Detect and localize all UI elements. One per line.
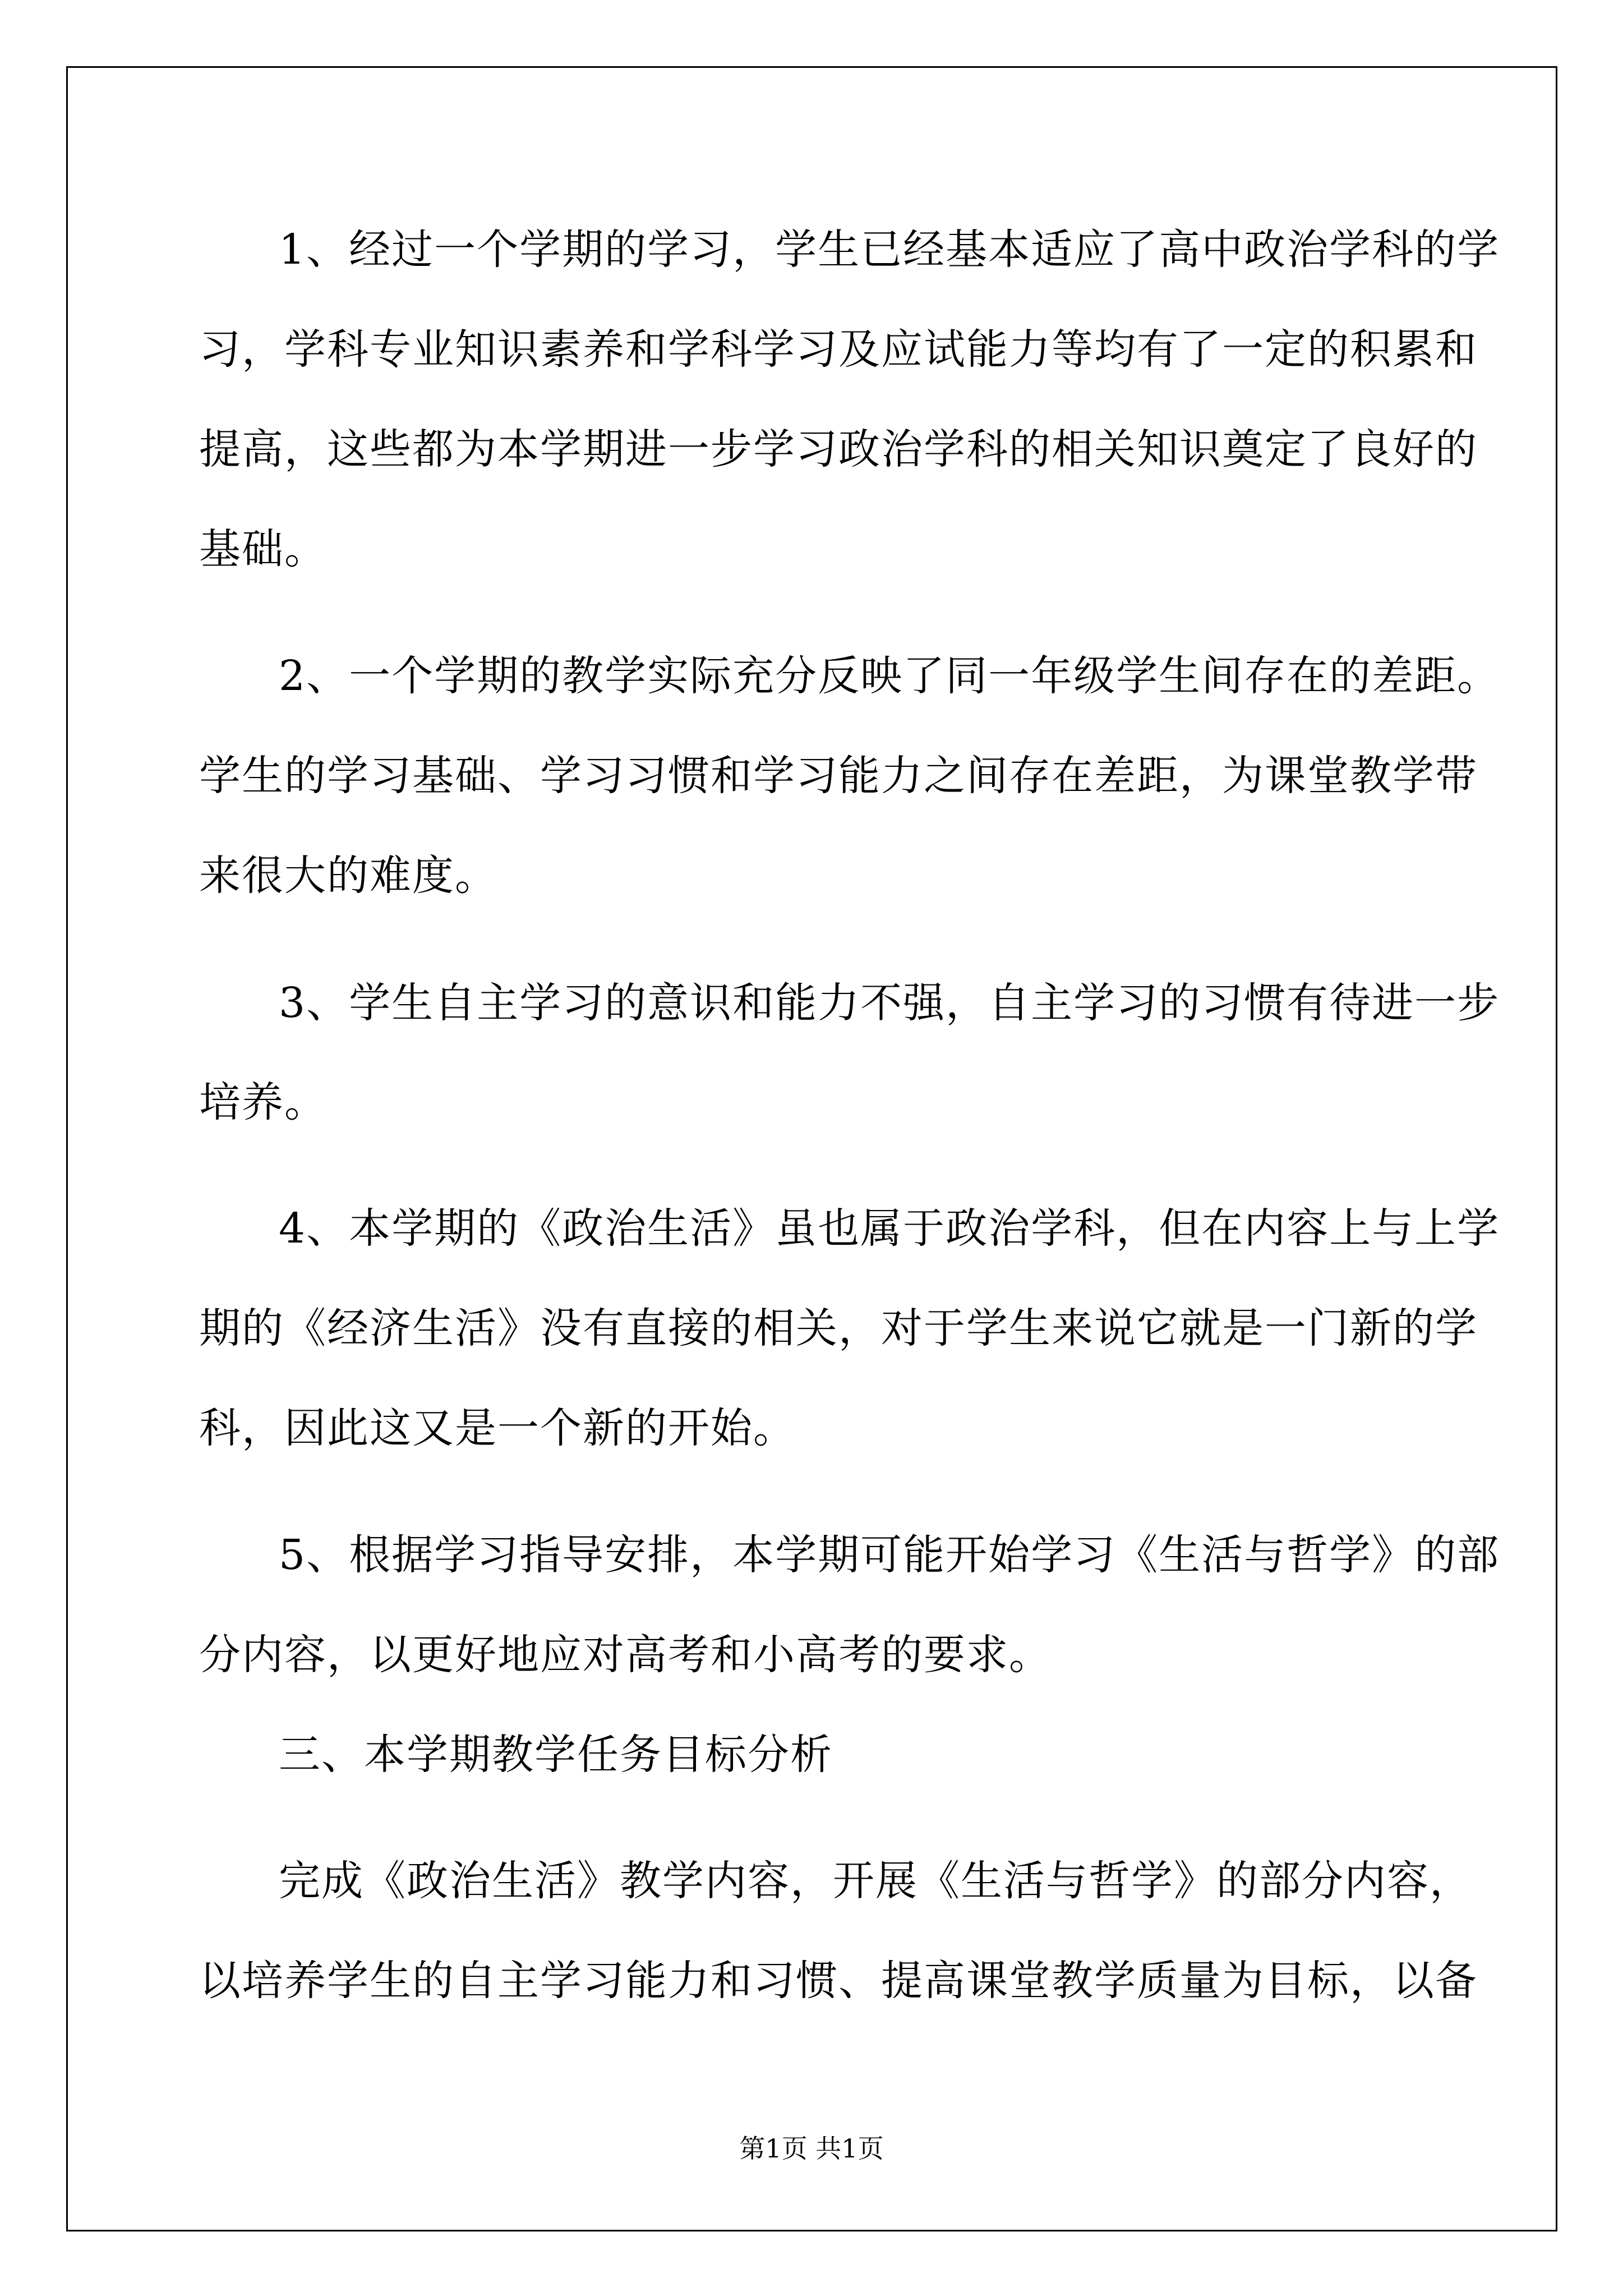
- paragraph-2-line-3: 来很大的难度。: [199, 852, 497, 900]
- page-border: [66, 66, 1557, 2231]
- paragraph-2-line-1: 2、一个学期的教学实际充分反映了同一年级学生间存在的差距。: [279, 652, 1500, 700]
- paragraph-5-line-2: 分内容，以更好地应对高考和小高考的要求。: [199, 1631, 1052, 1679]
- paragraph-4-line-1: 4、本学期的《政治生活》虽也属于政治学科，但在内容上与上学: [279, 1204, 1500, 1253]
- paragraph-3-line-1: 3、学生自主学习的意识和能力不强，自主学习的习惯有待进一步: [279, 979, 1500, 1027]
- paragraph-4-line-3: 科，因此这又是一个新的开始。: [199, 1404, 796, 1452]
- paragraph-6-line-2: 以培养学生的自主学习能力和习惯、提高课堂教学质量为目标，以备: [199, 1957, 1478, 2005]
- paragraph-1-line-4: 基础。: [199, 525, 327, 573]
- paragraph-1-line-3: 提高，这些都为本学期进一步学习政治学科的相关知识奠定了良好的: [199, 425, 1478, 473]
- paragraph-3-line-2: 培养。: [199, 1078, 327, 1126]
- paragraph-4-line-2: 期的《经济生活》没有直接的相关，对于学生来说它就是一门新的学: [199, 1304, 1478, 1352]
- paragraph-6-line-1: 完成《政治生活》教学内容，开展《生活与哲学》的部分内容，: [279, 1857, 1472, 1905]
- page-number-footer: 第1页 共1页: [739, 2133, 884, 2164]
- paragraph-1-line-2: 习，学科专业知识素养和学科学习及应试能力等均有了一定的积累和: [199, 325, 1478, 374]
- paragraph-5-line-1: 5、根据学习指导安排，本学期可能开始学习《生活与哲学》的部: [279, 1531, 1500, 1579]
- paragraph-2-line-2: 学生的学习基础、学习习惯和学习能力之间存在差距，为课堂教学带: [199, 752, 1478, 800]
- paragraph-1-line-1: 1、经过一个学期的学习，学生已经基本适应了高中政治学科的学: [279, 226, 1500, 274]
- section-heading: 三、本学期教学任务目标分析: [279, 1731, 833, 1779]
